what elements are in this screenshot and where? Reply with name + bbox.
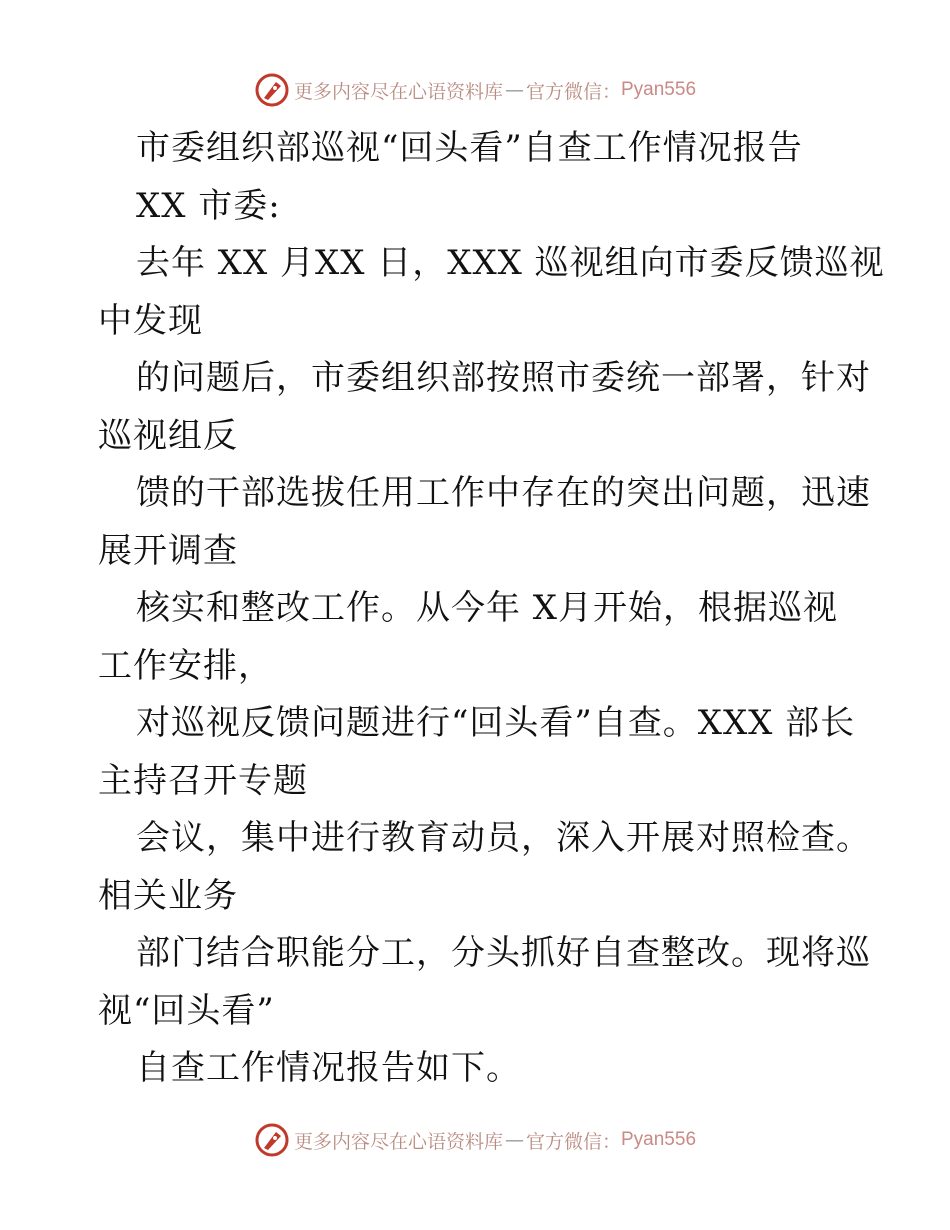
body-line: 视“回头看” [98,990,275,1031]
watermark-separator: — [504,79,524,101]
body-line: 部门结合职能分工，分头抓好自查整改。现将巡 [136,933,871,973]
body-line: 相关业务 [98,875,238,916]
body-line: 核实和整改工作。从今年 X月开始，根据巡视 [136,588,839,628]
body-line: 会议，集中进行教育动员，深入开展对照检查。 [136,818,871,858]
watermark-separator: — [504,1129,524,1151]
watermark-text: 更多内容尽在心语资料库 [293,1130,503,1153]
watermark-text: 更多内容尽在心语资料库 [293,80,503,103]
body-line: 主持召开专题 [98,760,308,801]
body-line: 中发现 [98,300,203,341]
document-body [98,120,885,1098]
document-title: 市委组织部巡视“回头看”自查工作情况报告 [136,128,803,168]
watermark-wechat-label: 官方微信： [525,1130,621,1153]
pen-nib-circle-icon [254,72,290,108]
watermark-wechat-label: 官方微信： [525,80,621,103]
footer-watermark [0,1120,950,1160]
watermark-wechat-id: Pyan556 [621,1129,697,1150]
body-line: 自查工作情况报告如下。 [136,1048,521,1088]
pen-nib-circle-icon [254,1122,290,1158]
body-line: 工作安排， [98,645,273,686]
body-line: 展开调查 [98,530,238,571]
header-watermark [0,70,950,110]
body-line: 对巡视反馈问题进行“回头看”自查。XXX 部长 [136,703,856,743]
body-line: 的问题后，市委组织部按照市委统一部署，针对 [136,358,871,398]
watermark-wechat-id: Pyan556 [621,79,697,100]
salutation: XX 市委: [136,185,281,226]
body-line: 馈的干部选拔任用工作中存在的突出问题，迅速 [136,473,871,513]
body-line: 去年 XX 月XX 日，XXX 巡视组向市委反馈巡视 [136,243,885,283]
body-line: 巡视组反 [98,415,238,456]
